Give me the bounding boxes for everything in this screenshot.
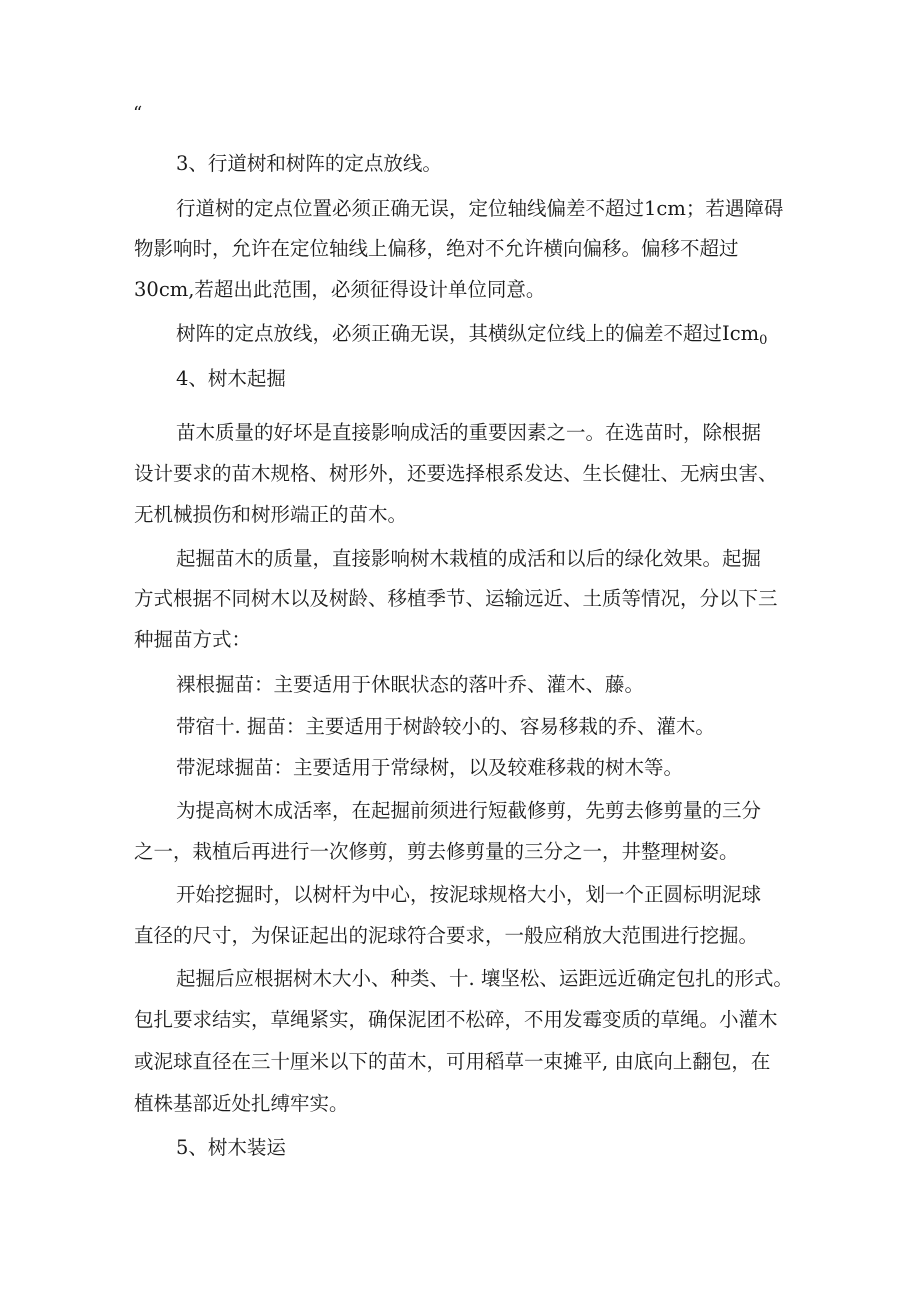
paragraph-line: 30cm,若超出此范围，必须征得设计单位同意。 [134,278,546,301]
paragraph-line: 包扎要求结实，草绳紧实，确保泥团不松碎，不用发霉变质的草绳。小灌木 [134,1008,778,1031]
paragraph-line: 开始挖掘时，以树杆为中心，按泥球规格大小，划一个正圆标明泥球 [176,883,762,906]
paragraph-line: 种掘苗方式： [134,628,252,651]
heading-4: 4、树木起掘 [176,367,286,390]
paragraph-line: 之一，栽植后再进行一次修剪，剪去修剪量的三分之一，井整理树姿。 [134,840,739,863]
paragraph-line: 带泥球掘苗：主要适用于常绿树，以及较难移栽的树木等。 [176,756,684,779]
paragraph-line: 物影响时，允许在定位轴线上偏移，绝对不允许横向偏移。偏移不超过 [134,237,739,260]
heading-3: 3、行道树和树阵的定点放线。 [176,152,442,175]
paragraph-line: 直径的尺寸，为保证起出的泥球符合要求，一般应稍放大范围进行挖掘。 [134,924,759,947]
paragraph-line: 行道树的定点位置必须正确无误，定位轴线偏差不超过1cm；若遇障碍 [176,197,784,220]
paragraph-line: 起掘苗木的质量，直接影响树木栽植的成活和以后的绿化效果。起掘 [176,547,762,570]
paragraph-line: 植株基部近处扎缚牢实。 [134,1092,349,1115]
paragraph-line: 设计要求的苗木规格、树形外，还要选择根系发达、生长健壮、无病虫害、 [134,462,778,485]
paragraph-line: 为提高树木成活率，在起掘前须进行短截修剪，先剪去修剪量的三分 [176,799,762,822]
paragraph-line: 或泥球直径在三十厘米以下的苗木，可用稻草一束摊平, 由底向上翻包，在 [134,1050,771,1073]
paragraph-line [176,320,767,355]
subscript-zero: 0 [759,333,768,348]
paragraph-line: 方式根据不同树木以及树龄、移植季节、运输远近、土质等情况，分以下三 [134,587,778,610]
paragraph-line: 带宿十. 掘苗：主要适用于树龄较小的、容易移栽的乔、灌木。 [176,715,715,738]
paragraph-line: 起掘后应根据树木大小、种类、十. 壤坚松、运距远近确定包扎的形式。 [176,967,793,990]
paragraph-line: 裸根掘苗：主要适用于休眠状态的落叶乔、灌木、藤。 [176,673,645,696]
stray-quote-mark: “ [133,103,143,124]
heading-5: 5、树木装运 [176,1136,286,1159]
paragraph-text: 树阵的定点放线，必须正确无误，其横纵定位线上的偏差不超过Icm [176,322,760,345]
paragraph-line: 苗木质量的好坏是直接影响成活的重要因素之一。在选苗时，除根据 [176,421,762,444]
paragraph-line: 无机械损伤和树形端正的苗木。 [134,503,408,526]
